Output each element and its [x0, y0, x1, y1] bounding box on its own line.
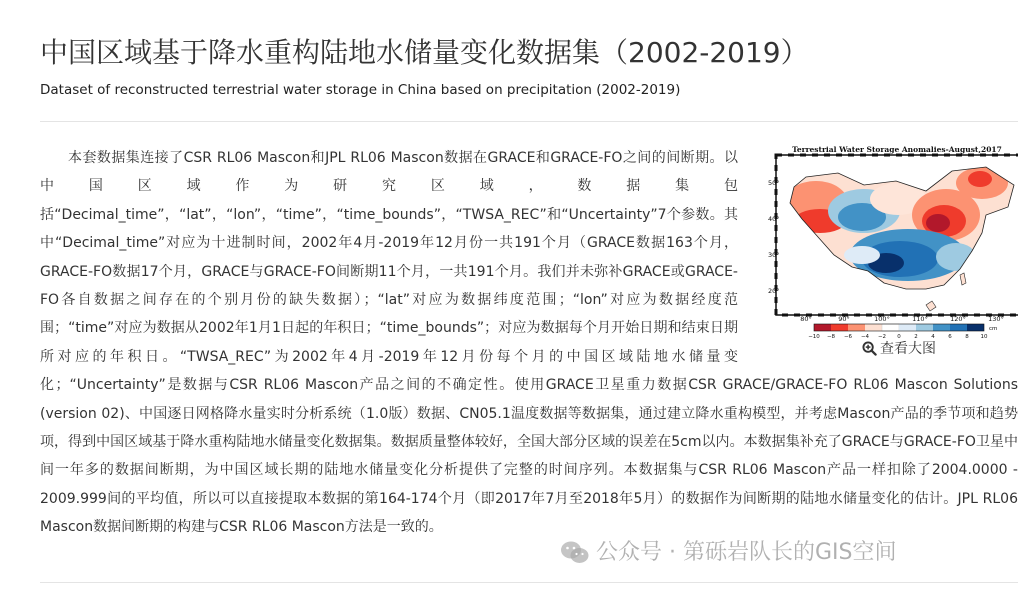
lon-label-120: 120°	[950, 315, 966, 323]
lat-label-20: 20°	[768, 287, 780, 295]
lon-label-80: 80°	[800, 315, 812, 323]
colorbar-tick: −4	[860, 334, 870, 340]
colorbar-bin	[967, 324, 984, 331]
lon-label-90: 90°	[838, 315, 850, 323]
colorbar-tick: 6	[948, 334, 952, 340]
colorbar-bin	[916, 324, 933, 331]
colorbar-bin	[865, 324, 882, 331]
colorbar-tick: 10	[980, 334, 988, 340]
colorbar-bin	[848, 324, 865, 331]
lat-label-50: 50°	[768, 179, 780, 187]
dataset-description	[40, 144, 1018, 542]
map-title: Terrestrial Water Storage Anomalies-August,2017	[792, 145, 1002, 154]
colorbar-bin	[933, 324, 950, 331]
colorbar-tick: 2	[914, 334, 918, 340]
colorbar-tick: −6	[843, 334, 853, 340]
colorbar-bin	[882, 324, 899, 331]
page-title: 中国区域基于降水重构陆地水储量变化数据集（2002-2019）	[40, 36, 809, 69]
lon-label-130: 130°	[988, 315, 1004, 323]
colorbar-tick: 4	[931, 334, 935, 340]
colorbar-bin	[899, 324, 916, 331]
watermark	[560, 536, 896, 570]
lat-label-30: 30°	[768, 251, 780, 259]
page-subtitle: Dataset of reconstructed terrestrial water storage in China based on precipitation (2002-2019)	[40, 82, 681, 98]
lon-label-110: 110°	[912, 315, 928, 323]
view-large-image-label: 查看大图	[880, 341, 936, 357]
colorbar-tick: 8	[965, 334, 969, 340]
colorbar	[814, 324, 997, 332]
lat-label-40: 40°	[768, 215, 780, 223]
colorbar-tick: 0	[897, 334, 901, 340]
colorbar-tick: −10	[808, 334, 820, 340]
description-paragraph: 本套数据集连接了CSR RL06 Mascon和JPL RL06 Mascon数据在GRACE和GRACE-FO之间的间断期。以中国区域作为研究区域，数据集包括“Decimal_time”，“lat”，“lon”，“time”，“time_bounds”，“TWSA_REC”和“Uncertainty”7个参数。其中“Decimal_time”对应为十进制时间，2002年4月-2019年12月份一共191个月（GRACE数据163个月，GRACE-FO数据17个月，GRACE与GRACE-FO间断期11个月，一共191个月。我们并未弥补GRACE或GRACE-FO各自数据之间存在的个别月份的缺失数据）；“lat”对应为数据纬度范围；“lon”对应为数据经度范围；“time”对应为数据从2002年1月1日起的年积日；“time_bounds”；对应为数据每个月开始日期和结束日期所对应的年积日。“TWSA_REC”为2002年4月-2019年12月份每个月的中国区域陆地水储量变化；“Uncertainty”是数据与CSR RL06 Mascon产品之间的不确定性。使用GRACE卫星重力数据CSR GRACE/GRACE-FO RL06 Mascon Solutions (version 02)、中国逐日网格降水量实时分析系统（1.0版）数据、CN05.1温度数据等数据集，通过建立降水重构模型，并考虑Mascon产品的季节项和趋势项，得到中国区域基于降水重构陆地水储量变化数据集。数据质量整体较好，全国大部分区域的误差在5cm以内。本数据集补充了GRACE与GRACE-FO卫星中间一年多的数据间断期，为中国区域长期的陆地水储量变化分析提供了完整的时间序列。本数据集与CSR RL06 Mascon产品一样扣除了2004.0000 - 2009.999间的平均值，所以可以直接提取本数据的第164-174个月（即2017年7月至2018年5月）的数据作为间断期的陆地水储量变化的估计。JPL RL06 Mascon数据间断期的构建与CSR RL06 Mascon方法是一致的。	[40, 150, 1018, 536]
view-large-image-link[interactable]	[862, 340, 936, 358]
colorbar-tick: −2	[877, 334, 887, 340]
watermark-text: 公众号 · 第砾岩队长的GIS空间	[596, 540, 897, 565]
map-figure	[766, 144, 1018, 362]
colorbar-tick: −8	[826, 334, 836, 340]
wechat-icon	[560, 540, 590, 566]
twsa-map-thumbnail[interactable]	[766, 144, 1018, 344]
colorbar-bin	[950, 324, 967, 331]
lon-label-100: 100°	[874, 315, 890, 323]
header-divider	[40, 121, 1018, 122]
colorbar-bin	[831, 324, 848, 331]
colorbar-bin	[814, 324, 831, 331]
footer-divider	[40, 582, 1018, 583]
zoom-in-icon	[862, 341, 877, 356]
colorbar-unit: cm	[989, 326, 998, 332]
